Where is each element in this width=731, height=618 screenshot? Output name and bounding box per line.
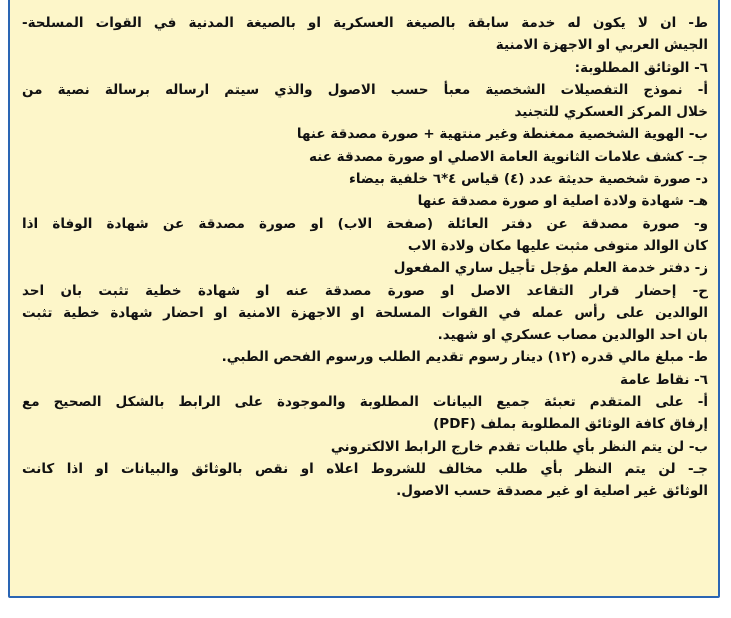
text-line: الوالدين على رأس عمله في القوات المسلحة او الاجهزة الامنية او احضار شهادة خطية تثبت	[22, 304, 708, 321]
text-line: الوثائق غير اصلية او غير مصدقة حسب الاصول.	[396, 483, 708, 500]
document-text	[10, 0, 718, 503]
text-line: جـ- كشف علامات الثانوية العامة الاصلي او صورة مصدقة عنه	[309, 148, 708, 165]
text-line: ز- دفتر خدمة العلم مؤجل تأجيل ساري المفعول	[393, 260, 708, 277]
section-heading: ٦- نقاط عامة	[620, 371, 708, 388]
text-line: خلال المركز العسكري للتجنيد	[514, 104, 708, 121]
text-line: ب- لن يتم النظر بأي طلبات تقدم خارج الرابط الالكتروني	[330, 438, 708, 455]
text-line: أ- على المتقدم تعبئة جميع البيانات المطلوبة والموجودة على الرابط بالشكل الصحيح مع	[22, 394, 708, 411]
text-line: إرفاق كافة الوثائق المطلوبة بملف (PDF)	[433, 416, 708, 433]
text-line: ط- مبلغ مالي قدره (١٢) دينار رسوم تقديم الطلب ورسوم الفحص الطبي.	[221, 349, 708, 366]
text-line: بان احد الوالدين مصاب عسكري او شهيد.	[437, 327, 708, 344]
text-line: و- صورة مصدقة عن دفتر العائلة (صفحة الاب) او صورة مصدقة عن شهادة الوفاة اذا	[22, 215, 708, 232]
text-line: جـ- لن يتم النظر بأي طلب مخالف للشروط اعلاه او نقص بالوثائق والبيانات او اذا كانت	[22, 460, 708, 477]
text-line: ط- ان لا يكون له خدمة سابقة بالصيغة العسكرية او بالصيغة المدنية في القوات المسلحة-	[22, 15, 708, 31]
text-line: كان الوالد متوفى مثبت عليها مكان ولادة الاب	[407, 237, 708, 254]
text-line: ح- إحضار قرار التقاعد الاصل او صورة مصدقة عنه او شهادة خطية تثبت بان احد	[22, 282, 708, 299]
document-box	[8, 0, 720, 598]
text-line: الجيش العربي او الاجهزة الامنية	[495, 37, 708, 54]
text-line: أ- نموذج التفصيلات الشخصية معبأ حسب الاصول والذي سيتم ارساله برسالة نصية من	[22, 81, 708, 98]
section-heading: ٦- الوثائق المطلوبة:	[574, 59, 708, 76]
text-line: هـ- شهادة ولادة اصلية او صورة مصدقة عنها	[417, 193, 708, 210]
text-line: ب- الهوية الشخصية ممغنطة وغير منتهية + صورة مصدقة عنها	[296, 126, 708, 143]
text-line: د- صورة شخصية حديثة عدد (٤) قياس ٤*٦ خلفية بيضاء	[348, 171, 708, 188]
clipped-top-line	[22, 2, 708, 12]
